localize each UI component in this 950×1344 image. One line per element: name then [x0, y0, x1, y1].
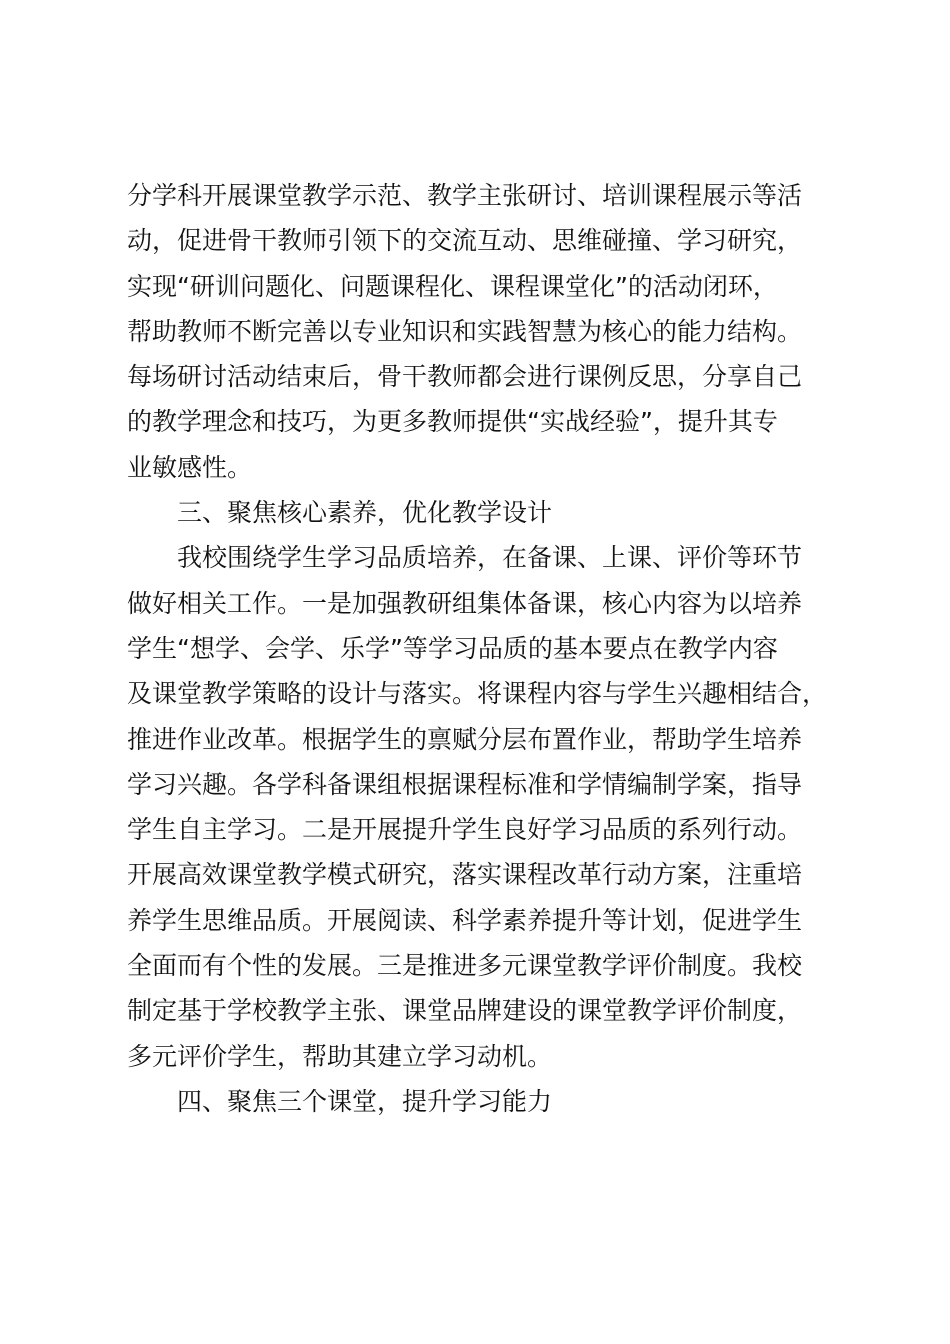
text-line: 的教学理念和技巧，为更多教师提供“实战经验”，提升其专 — [127, 407, 778, 437]
text-line: 学生“想学、会学、乐学”等学习品质的基本要点在教学内容 — [127, 633, 778, 663]
text-line: 我校围绕学生学习品质培养，在备课、上课、评价等环节 — [177, 543, 803, 573]
text-line: 动，促进骨干教师引领下的交流互动、思维碰撞、学习研究， — [127, 226, 803, 256]
text-line: 学生自主学习。二是开展提升学生良好学习品质的系列行动。 — [127, 815, 803, 845]
text-line: 业敏感性。 — [127, 452, 253, 482]
text-line: 做好相关工作。一是加强教研组集体备课，核心内容为以培养 — [127, 588, 803, 618]
text-line: 及课堂教学策略的设计与落实。将课程内容与学生兴趣相结合， — [127, 679, 828, 709]
document-body — [127, 173, 837, 1124]
text-line: 制定基于学校教学主张、课堂品牌建设的课堂教学评价制度， — [127, 996, 803, 1026]
text-line: 每场研讨活动结束后，骨干教师都会进行课例反思，分享自己 — [127, 362, 803, 392]
section-heading: 三、聚焦核心素养，优化教学设计 — [177, 498, 553, 528]
text-line: 帮助教师不断完善以专业知识和实践智慧为核心的能力结构。 — [127, 316, 803, 346]
text-line: 养学生思维品质。开展阅读、科学素养提升等计划，促进学生 — [127, 905, 803, 935]
text-line: 分学科开展课堂教学示范、教学主张研讨、培训课程展示等活 — [127, 181, 803, 210]
text-line: 全面而有个性的发展。三是推进多元课堂教学评价制度。我校 — [127, 951, 803, 981]
text-line: 开展高效课堂教学模式研究，落实课程改革行动方案，注重培 — [127, 860, 803, 890]
section-heading: 四、聚焦三个课堂，提升学习能力 — [177, 1086, 553, 1116]
text-line: 多元评价学生，帮助其建立学习动机。 — [127, 1041, 553, 1071]
text-line: 推进作业改革。根据学生的禀赋分层布置作业，帮助学生培养 — [127, 724, 803, 754]
text-line: 学习兴趣。各学科备课组根据课程标准和学情编制学案，指导 — [127, 769, 803, 799]
text-line: 实现“研训问题化、问题课程化、课程课堂化”的活动闭环， — [127, 271, 778, 301]
